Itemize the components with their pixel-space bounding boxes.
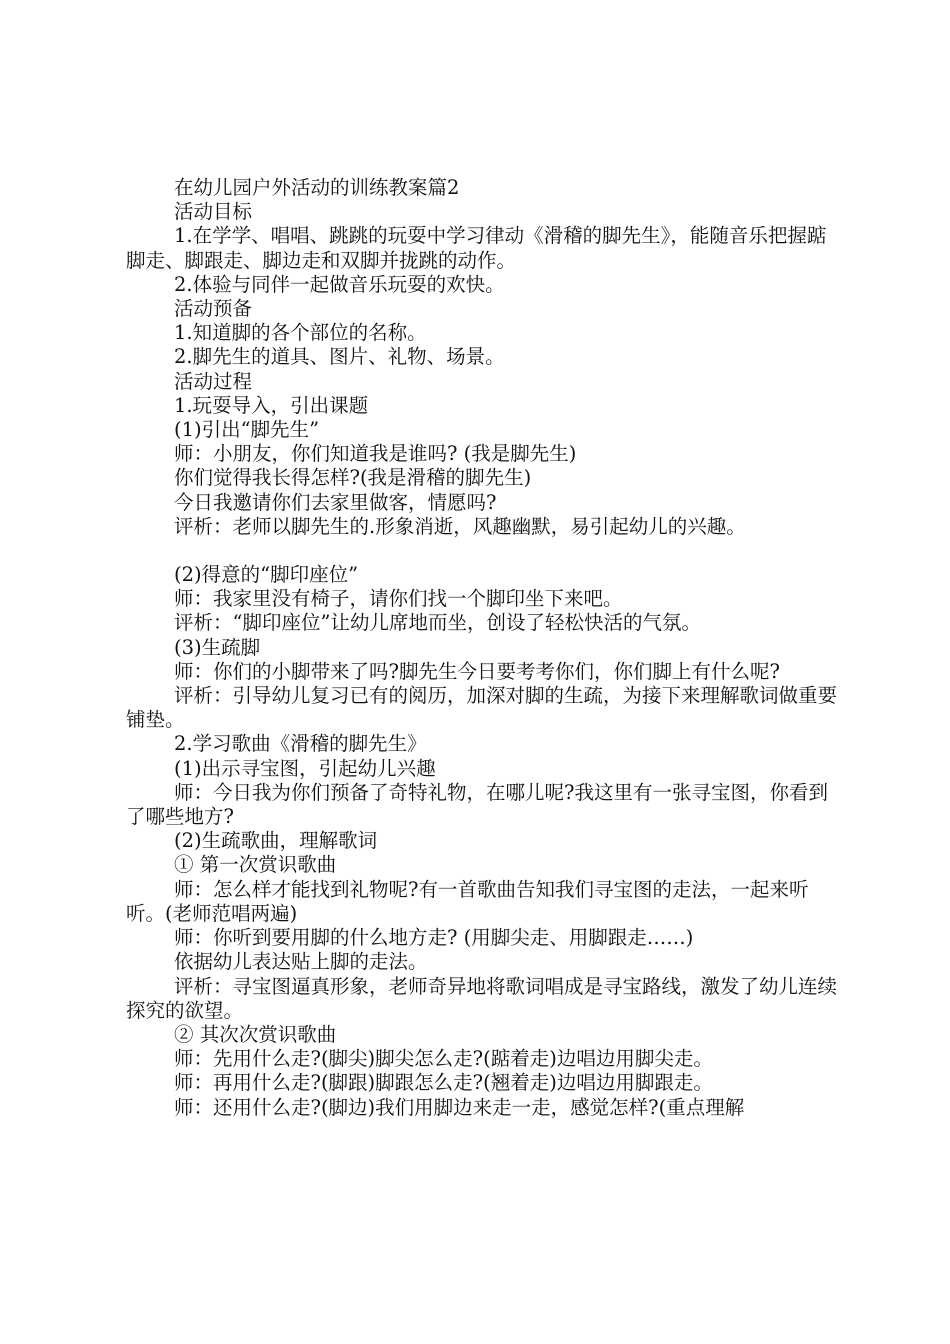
- paragraph: 师：你们的小脚带来了吗?脚先生今日要考考你们，你们脚上有什么呢?: [174, 659, 780, 683]
- paragraph: 你们觉得我长得怎样?(我是滑稽的脚先生): [174, 466, 532, 490]
- paragraph: 2.体验与同伴一起做音乐玩耍的欢快。: [174, 272, 505, 296]
- paragraph: 1.知道脚的各个部位的名称。: [174, 321, 427, 345]
- paragraph: (2)得意的“脚印座位”: [174, 563, 359, 587]
- section-heading: 活动过程: [174, 369, 253, 393]
- paragraph: 1.在学学、唱唱、跳跳的玩耍中学习律动《滑稽的脚先生》，能随音乐把握踮脚走、脚跟走、脚边走和双脚并拢跳的动作。: [126, 224, 827, 272]
- paragraph: 2.学习歌曲《滑稽的脚先生》: [174, 732, 427, 756]
- paragraph: 师：小朋友，你们知道我是谁吗? (我是脚先生): [174, 442, 577, 466]
- paragraph: (2)生疏歌曲，理解歌词: [174, 829, 378, 853]
- section-heading: 活动预备: [174, 297, 253, 321]
- paragraph: 师：怎么样才能找到礼物呢?有一首歌曲告知我们寻宝图的走法，一起来听听。(老师范唱两遍): [126, 877, 809, 925]
- paragraph: 师：我家里没有椅子，请你们找一个脚印坐下来吧。: [174, 587, 623, 611]
- paragraph: 1.玩耍导入，引出课题: [174, 393, 369, 417]
- paragraph: 师：还用什么走?(脚边)我们用脚边来走一走，感觉怎样?(重点理解: [174, 1095, 745, 1119]
- paragraph: 师：再用什么走?(脚跟)脚跟怎么走?(翘着走)边唱边用脚跟走。: [174, 1071, 713, 1095]
- paragraph: 师：先用什么走?(脚尖)脚尖怎么走?(踮着走)边唱边用脚尖走。: [174, 1047, 713, 1071]
- paragraph: 评析：引导幼儿复习已有的阅历，加深对脚的生疏，为接下来理解歌词做重要铺垫。: [126, 684, 838, 732]
- blank-line: [126, 539, 838, 563]
- paragraph: (1)出示寻宝图，引起幼儿兴趣: [174, 756, 436, 780]
- paragraph: 师：今日我为你们预备了奇特礼物，在哪儿呢?我这里有一张寻宝图，你看到了哪些地方?: [126, 780, 828, 829]
- paragraph: ② 其次次赏识歌曲: [174, 1022, 337, 1046]
- paragraph: 评析：寻宝图逼真形象，老师奇异地将歌词唱成是寻宝路线，激发了幼儿连续探究的欲望。: [126, 974, 838, 1022]
- paragraph: 评析：老师以脚先生的.形象消逝，风趣幽默，易引起幼儿的兴趣。: [174, 514, 746, 538]
- paragraph: 依据幼儿表达贴上脚的走法。: [174, 950, 428, 974]
- paragraph: 师：你听到要用脚的什么地方走? (用脚尖走、用脚跟走……): [174, 926, 694, 950]
- paragraph: 2.脚先生的道具、图片、礼物、场景。: [174, 345, 505, 369]
- paragraph: 今日我邀请你们去家里做客，情愿吗?: [174, 490, 497, 514]
- paragraph: (1)引出“脚先生”: [174, 418, 320, 442]
- document-body: [126, 176, 838, 1120]
- section-heading: 活动目标: [174, 200, 253, 224]
- paragraph: 评析：“脚印座位”让幼儿席地而坐，创设了轻松快活的气氛。: [174, 611, 701, 635]
- doc-title: 在幼儿园户外活动的训练教案篇2: [174, 176, 460, 199]
- paragraph: ① 第一次赏识歌曲: [174, 853, 337, 877]
- paragraph: (3)生疏脚: [174, 635, 261, 659]
